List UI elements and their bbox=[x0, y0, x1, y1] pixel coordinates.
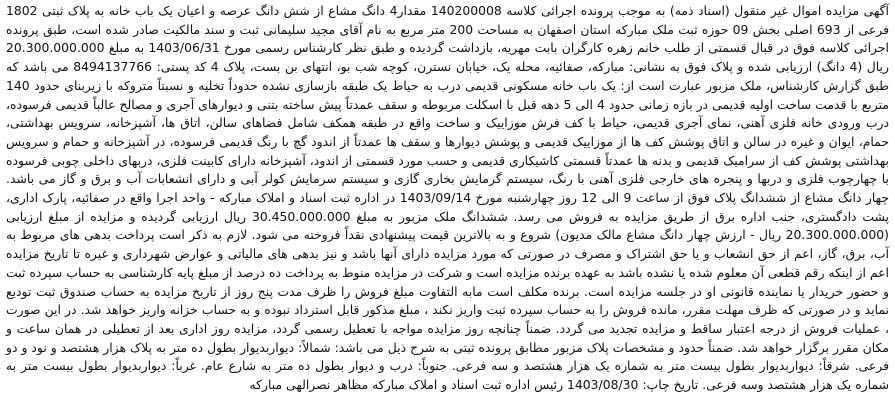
auction-notice-text: آگهی مزایده اموال غیر منقول (اسناد ذمه) به موجب پرونده اجرائی کلاسه 140200008 مقدار4 دانگ مشاع از شش دانگ عرصه و اعیان یک باب خانه به پلاک ثبتی 1802 فرعی از 693 اصلی بخش 09 حوزه ثبت ملک مبارکه استان اصفهان به مساحت 200 متر مربع به نام آقای مجید سلیمانی ثبت و سند مالکیت صادر شده است، طبق پرونده اجرائی کلاسه فوق در قبال قسمتی از طلب خانم زهره کارگران بابت مهریه، بازداشت گردیده و طبق نظر کارشناس رسمی مورخ 1403/06/31 به مبلغ 20.300.000.000 ریال (4 دانگ) ارزیابی شده و پلاک فوق به نشانی: مبارکه، صفائیه، محله یک، خیابان نسترن، کوچه شب بو، انتهای بن بست، پلاک 4 کد پستی: 8494137766 می باشد که طبق گزارش کارشناس، ملک مزبور عبارت است از: یک باب خانه مسکونی قدیمی درب به حیاط یک طبقه بازسازی نشده حدوداً تخلیه و نسبتاً متروکه با زیربنای حدود 140 متربع با قدمت ساخت اولیه قدیمی در بازه زمانی حدود 4 الی 5 دهه قبل با اسکلت مربوطه و سقف عمدتاً پیش ساخته بتنی و دیوارهای آجری و مصالح عالباً قدیمی فرسوده، درب ورودی خانه فلزی آهنی، نمای آجری قدیمی، حیاط با کف فرش موزاییک و ساخت واقع در طبقه همکف شامل فضاهای سالن، اتاق ها، آشپزخانه، سرویس بهداشتی، حمام، ایوان و غیره در سالن و اتاق پوشش کف ها از موزاییک قدیمی و پوشش دیوارها و سقف ها عمدتاً از اندود گچ با رنگ قدیمی فرسوده، در آشپزخانه و حمام و سرویس بهداشتی پوشش کف از سرامیک قدیمی و بدنه ها عمدتاً قسمتی کاشیکاری قدیمی و حسب مورد قسمتی از اندود، آشپزخانه دارای کابینت فلزی، دربهای داخلی چوبی فرسوده با چهارچوب فلزی و دربها و پنجره های خارجی فلزی آهنی با رنگ، سیستم گرمایش بخاری گازی و سیستم سرمایش کولر آبی و دارای انشعابات آب و برق و گاز می باشد. چهار دانگ مشاع از ششدانگ پلاک فوق از ساعت 9 الی 12 روز چهارشنبه مورخ 1403/09/14 در اداره ثبت اسناد و املاک مبارکه - واحد اجرا واقع در صفائیه، پارک اداری، پشت دادگستری، جنب اداره برق از طریق مزایده به فروش می رسد. ششدانگ ملک مزبور به مبلغ 30.450.000.000 ریال ارزیابی گردیده و مزایده از مبلغ ارزیابی (20.300.000.000 ریال - ارزش چهار دانگ مشاع مالک مدیون) شروع و به بالاترین قیمت پیشنهادی نقداً فروخته می شود. لازم به ذکر است پرداخت بدهی های مربوط به آب، برق، گاز، اعم از حق انشعاب و یا حق اشتراک و مصرف در صورتی که مورد مزایده دارای آنها باشد و نیز بدهی های مالیاتی و عوارض شهرداری و غیره تا تاریخ مزایده اعم از اینکه رقم قطعی آن معلوم شده یا نشده باشد به عهده برنده مزایده است و شرکت در مزایده منوط به پرداخت ده درصد از مبلغ پایه کارشناسی به حساب سپرده ثبت و حضور خریدار یا نماینده قانونی او در جلسه مزایده است. برنده مکلف است مابه التفاوت مبلغ فروش را ظرف مدت پنج روز از تاریخ مزایده به حساب صندوق ثبت تودیع نماید و در صورتی که ظرف مهلت مقرر، مانده فروش را به حساب سپرده ثبت واریز نکند ، مبلغ مذکور قابل استرداد نبوده و به حساب خزانه واریز خواهد شد. در این صورت ، عملیات فروش از درجه اعتبار ساقط و مزایده تجدید می گردد. ضمناً چنانچه روز مزایده مواجه با تعطیل رسمی گردد، مزایده روز اداری بعد از تعطیلی در همان ساعت و مکان مقرر برگزار خواهد شد. ضمناً حدود و مشخصات پلاک مزبور مطابق پرونده ثبتی به شرح ذیل می باشد: شمالاً: دیواربدیوار بطول ده متر به پلاک هزار هشتصد و نود و دو فرعی. شرقاً: دیواربدیوار بطول بیست متر به شماره یک هزار هشتصد و سه فرعی. جنوباً: درب و دیوار بطول ده متر به شارع عام. غرباً: دیواربدیوار بطول بیست متر به شماره یک هزار هشتصد وسه فرعی. تاریخ چاپ: 1403/08/30 رئیس اداره ثبت اسناد و املاک مبارکه مظاهر نصرالهی مبارکه bbox=[6, 3, 890, 393]
